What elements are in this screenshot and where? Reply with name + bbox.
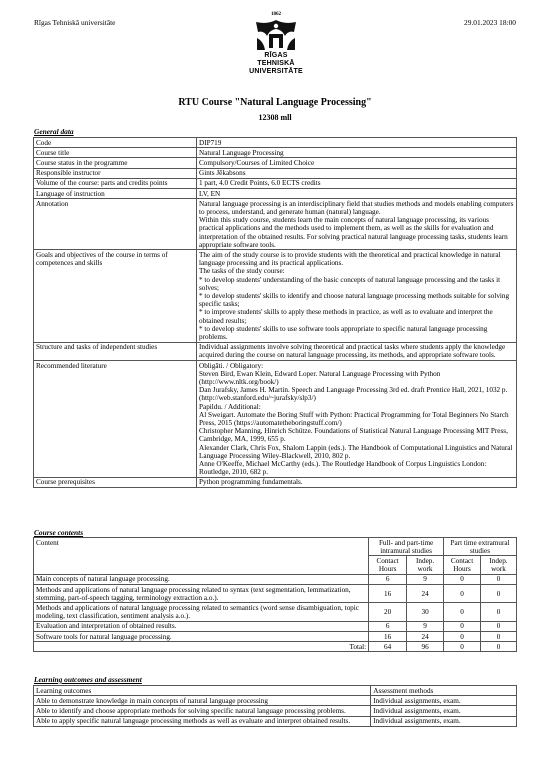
content-hours: 0 [444,585,481,603]
general-field-label: Recommended literature [34,361,197,478]
general-field-label: Course status in the programme [34,158,197,168]
general-field-value: Compulsory/Courses of Limited Choice [197,158,517,168]
general-row [34,178,517,188]
contents-row [34,621,517,631]
total-row [34,642,517,652]
content-topic: Methods and applications of natural language processing related to semantics (word sense disambiguation, topic modeling, text classification, sentiment analysis a.o.). [34,603,369,621]
general-field-value: DIP719 [197,138,517,148]
total-indep-ext: 0 [481,642,517,652]
general-field-label: Responsible instructor [34,168,197,178]
outcome-row [34,716,517,726]
outcomes-title: Learning outcomes and assessment [34,675,142,684]
general-field-value: Individual assignments involve solving theoretical and practical tasks where students apply the knowledge acquired during the course on natural language processing, its methods, and appropriate software tools. [197,342,517,360]
content-hours: 0 [481,585,517,603]
content-hours: 16 [369,585,407,603]
content-topic: Main concepts of natural language processing. [34,574,369,584]
general-row [34,199,517,250]
contents-row [34,603,517,621]
content-hours: 20 [369,603,407,621]
course-number: 12308 mll [258,113,292,122]
logo-name-line1: RĪGAS TEHNISKĀ [257,52,295,67]
general-field-value: LV, EN [197,189,517,199]
general-row [34,342,517,360]
general-field-label: Course prerequisites [34,477,197,487]
content-hours: 16 [369,632,407,642]
document-title: RTU Course "Natural Language Processing" [178,97,372,108]
content-hours: 9 [407,574,444,584]
total-contact: 64 [369,642,407,652]
contents-row [34,632,517,642]
rtu-logo [245,12,307,76]
outcome-row [34,706,517,716]
general-field-label: Structure and tasks of independent studies [34,342,197,360]
col-indep-work: Indep. work [407,556,444,574]
general-field-value: Obligāti. / Obligatory: Steven Bird, Ewan Klein, Edward Loper. Natural Language Processing with Python (http://www.nltk.org/book/) Dan Jurafsky, James H. Martin. Speech and Language Processing 3rd ed. draft Prentice Hall, 2021, 1032 p. (http://web.stanford.edu/~jurafsky/slp3/) Papildu. / Additional: Al Sweigart. Automate the Boring Stuff with Python: Practical Programming for Total Beginners No Starch Press, 2015 (https://automatetheboringstuff.com/) Christopher Manning, Hinrich Schütze. Foundations of Statistical Natural Language Processing MIT Press, Cambridge, MA, 1999, 655 p. Alexander Clark, Chris Fox, Shalom Lappin (eds.). The Handbook of Computational Linguistics and Natural Language Processing Wiley-Blackwell, 2010, 802 p. Anne O'Keeffe, Michael McCarthy (eds.). The Routledge Handbook of Corpus Linguistics London: Routledge, 2010, 682 p. [197,361,517,478]
general-field-value: Python programming fundamentals. [197,477,517,487]
content-hours: 0 [481,603,517,621]
content-topic: Software tools for natural language processing. [34,632,369,642]
general-field-label: Code [34,138,197,148]
total-label: Total: [34,642,369,652]
content-hours: 0 [481,621,517,631]
learning-outcome: Able to identify and choose appropriate methods for solving specific natural language processing problems. [34,706,371,716]
content-hours: 6 [369,621,407,631]
general-field-value: 1 part, 4.0 Credit Points, 6.0 ECTS credits [197,178,517,188]
contents-header-row [34,538,517,556]
course-contents-title: Course contents [34,528,84,537]
general-row [34,250,517,342]
col-contact-hours-ext: Contact Hours [444,556,481,574]
outcomes-table [33,685,517,727]
content-hours: 0 [481,574,517,584]
content-hours: 30 [407,603,444,621]
logo-name-line2: UNIVERSITĀTE [249,68,303,75]
col-learning-outcomes: Learning outcomes [34,686,371,696]
col-indep-work-ext: Indep. work [481,556,517,574]
print-datetime: 29.01.2023 18:00 [464,18,516,27]
content-hours: 0 [481,632,517,642]
general-field-label: Volume of the course: parts and credits points [34,178,197,188]
col-group-extramural: Part time extramural studies [444,538,517,556]
general-field-value: Natural Language Processing [197,148,517,158]
learning-outcome: Able to apply specific natural language processing methods as well as evaluate and interpret obtained results. [34,716,371,726]
contents-row [34,574,517,584]
content-topic: Evaluation and interpretation of obtained results. [34,621,369,631]
outcome-row [34,696,517,706]
general-field-label: Goals and objectives of the course in terms of competences and skills [34,250,197,342]
content-hours: 0 [444,603,481,621]
col-group-intramural: Full- and part-time intramural studies [369,538,444,556]
content-topic: Methods and applications of natural language processing related to syntax (text segmentation, lemmatization, stemming, part-of-speech tagging, terminology extraction a.o.). [34,585,369,603]
general-row [34,361,517,478]
outcomes-header-row [34,686,517,696]
general-field-value: Natural language processing is an interdisciplinary field that studies methods and models enabling computers to process, understand, and generate human (natural) language. Within this study course, students learn the main concepts of natural language processing, its various practical applications and the methods used to implement them, as well as the skills for evaluation and interpretation of the obtained results. For solving practical natural language processing tasks, students learn appropriate software tools. [197,199,517,250]
assessment-method: Individual assignments, exam. [371,696,517,706]
general-row [34,158,517,168]
content-hours: 24 [407,585,444,603]
general-field-value: Gints Jēkabsons [197,168,517,178]
content-hours: 0 [444,632,481,642]
general-field-label: Course title [34,148,197,158]
general-field-value: The aim of the study course is to provide students with the theoretical and practical knowledge in natural language processing and its practical applications. The tasks of the study course: * to develop students' understanding of the basic concepts of natural language processing and the tasks it solves; * to develop students' skills to identify and choose natural language processing methods suitable for solving specific tasks; * to improve students' skills to apply these methods in practice, as well as to evaluate and interpret the obtained results; * to develop students' skills to use software tools appropriate to specific natural language processing problems. [197,250,517,342]
general-field-label: Language of instruction [34,189,197,199]
content-hours: 0 [444,574,481,584]
logo-year: 1862 [271,12,281,17]
assessment-method: Individual assignments, exam. [371,706,517,716]
rtu-emblem-icon [253,18,299,52]
content-hours: 6 [369,574,407,584]
course-contents-table [33,537,517,652]
col-assessment-methods: Assessment methods [371,686,517,696]
col-contact-hours: Contact Hours [369,556,407,574]
contents-row [34,585,517,603]
total-indep: 96 [407,642,444,652]
general-data-title: General data [34,127,74,136]
general-row [34,168,517,178]
content-hours: 24 [407,632,444,642]
total-contact-ext: 0 [444,642,481,652]
learning-outcome: Able to demonstrate knowledge in main concepts of natural language processing [34,696,371,706]
general-data-table [33,137,517,488]
col-content-header: Content [34,538,369,575]
content-hours: 9 [407,621,444,631]
general-row [34,189,517,199]
content-hours: 0 [444,621,481,631]
general-row [34,148,517,158]
university-name: Rīgas Tehniskā universitāte [34,18,116,27]
assessment-method: Individual assignments, exam. [371,716,517,726]
general-row [34,477,517,487]
general-field-label: Annotation [34,199,197,250]
general-row [34,138,517,148]
